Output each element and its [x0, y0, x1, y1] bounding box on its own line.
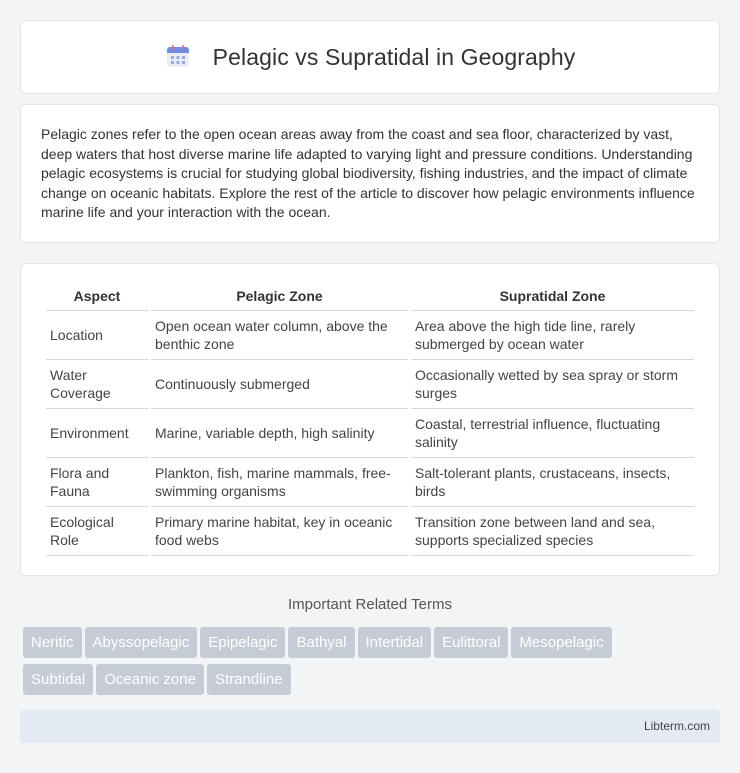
table-row	[46, 311, 694, 360]
column-header-aspect: Aspect	[46, 282, 148, 311]
tag-subtidal[interactable]: Subtidal	[23, 664, 93, 695]
title-card	[20, 20, 720, 94]
column-header-pelagic: Pelagic Zone	[151, 282, 408, 311]
tag-bathyal[interactable]: Bathyal	[288, 627, 354, 658]
cell-pelagic: Plankton, fish, marine mammals, free-swimming organisms	[151, 458, 408, 507]
tag-strandline[interactable]: Strandline	[207, 664, 291, 695]
tag-intertidal[interactable]: Intertidal	[358, 627, 432, 658]
cell-aspect: Flora and Fauna	[46, 458, 148, 507]
footer-site-link[interactable]: Libterm.com	[643, 719, 710, 733]
cell-supratidal: Transition zone between land and sea, supports specialized species	[411, 507, 694, 556]
page-title: Pelagic vs Supratidal in Geography	[212, 43, 576, 70]
tag-eulittoral[interactable]: Eulittoral	[434, 627, 508, 658]
cell-aspect: Water Coverage	[46, 360, 148, 409]
cell-supratidal: Salt-tolerant plants, crustaceans, insects, birds	[411, 458, 694, 507]
cell-aspect: Location	[46, 311, 148, 360]
cell-pelagic: Open ocean water column, above the benthic zone	[151, 311, 408, 360]
column-header-supratidal: Supratidal Zone	[411, 282, 694, 311]
footer-bar	[20, 710, 720, 743]
tag-neritic[interactable]: Neritic	[23, 627, 82, 658]
tag-epipelagic[interactable]: Epipelagic	[200, 627, 285, 658]
cell-pelagic: Primary marine habitat, key in oceanic food webs	[151, 507, 408, 556]
calendar-icon	[165, 43, 191, 69]
related-terms-tags	[23, 627, 723, 701]
tag-oceanic-zone[interactable]: Oceanic zone	[96, 664, 204, 695]
cell-aspect: Environment	[46, 409, 148, 458]
related-terms-heading: Important Related Terms	[288, 596, 452, 613]
table-row	[46, 360, 694, 409]
table-row	[46, 458, 694, 507]
comparison-table-card	[20, 263, 720, 576]
tag-abyssopelagic[interactable]: Abyssopelagic	[85, 627, 198, 658]
table-header-row	[46, 282, 694, 311]
intro-card	[20, 104, 720, 243]
cell-supratidal: Coastal, terrestrial influence, fluctuating salinity	[411, 409, 694, 458]
table-row	[46, 409, 694, 458]
tag-mesopelagic[interactable]: Mesopelagic	[511, 627, 611, 658]
cell-aspect: Ecological Role	[46, 507, 148, 556]
cell-pelagic: Marine, variable depth, high salinity	[151, 409, 408, 458]
cell-supratidal: Area above the high tide line, rarely submerged by ocean water	[411, 311, 694, 360]
cell-supratidal: Occasionally wetted by sea spray or storm surges	[411, 360, 694, 409]
comparison-table	[43, 282, 697, 556]
table-row	[46, 507, 694, 556]
cell-pelagic: Continuously submerged	[151, 360, 408, 409]
intro-paragraph: Pelagic zones refer to the open ocean areas away from the coast and sea floor, characterized by vast, deep waters that host diverse marine life adapted to varying light and pressure conditions. Understanding pelagic ecosystems is crucial for studying global biodiversity, fishing industries, and the impact of climate change on oceanic habitats. Explore the rest of the article to discover how pelagic environments influence marine life and your interaction with the ocean.	[41, 126, 695, 221]
